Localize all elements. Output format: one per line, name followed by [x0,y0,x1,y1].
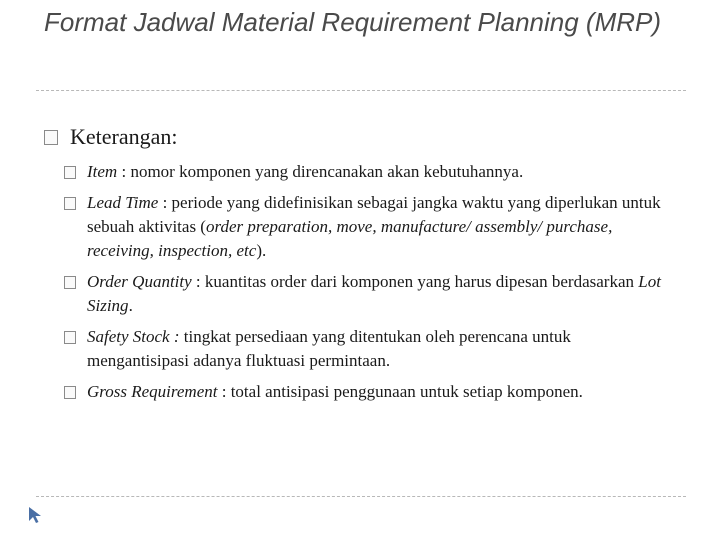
definition-italic-text: Lot Sizing [87,272,661,315]
square-bullet-icon [64,331,76,344]
definition-text: : periode yang didefinisikan sebagai jangka waktu yang diperlukan untuk sebuah aktivitas ( [87,193,661,236]
definition-term: Lead Time [87,193,159,212]
definition-italic-text: order preparation, move, manufacture/ assembly/ purchase, receiving, inspection, etc [87,217,613,260]
definition-item-safety-stock [64,325,664,373]
definition-text-end: . [128,296,133,315]
slide-navigation-icon[interactable] [26,505,46,525]
definition-item-order-quantity [64,270,664,318]
square-bullet-icon [44,130,58,145]
definition-text: : kuantitas order dari komponen yang harus dipesan berdasarkan [191,272,639,291]
definition-term: Gross Requirement [87,382,218,401]
section-heading [44,123,178,151]
definition-item-lead-time [64,191,664,263]
square-bullet-icon [64,197,76,210]
definition-term: Safety Stock : [87,327,180,346]
definition-text: : nomor komponen yang direncanakan akan kebutuhannya. [117,162,524,181]
footer-divider [36,496,686,497]
definition-item-item [64,160,664,184]
definition-list [64,160,664,411]
square-bullet-icon [64,276,76,289]
definition-text-end: ). [256,241,267,260]
definition-text: : total antisipasi penggunaan untuk setiap komponen. [217,382,583,401]
square-bullet-icon [64,386,76,399]
title-divider [36,90,686,91]
definition-term: Item [87,162,118,181]
definition-term: Order Quantity [87,272,192,291]
definition-item-gross-requirement [64,380,664,404]
square-bullet-icon [64,166,76,179]
slide-title: Format Jadwal Material Requirement Planning (MRP) [44,7,662,37]
definition-text: tingkat persediaan yang ditentukan oleh perencana untuk mengantisipasi adanya fluktuasi permintaan. [87,327,571,370]
section-heading-label: Keterangan: [70,124,178,149]
